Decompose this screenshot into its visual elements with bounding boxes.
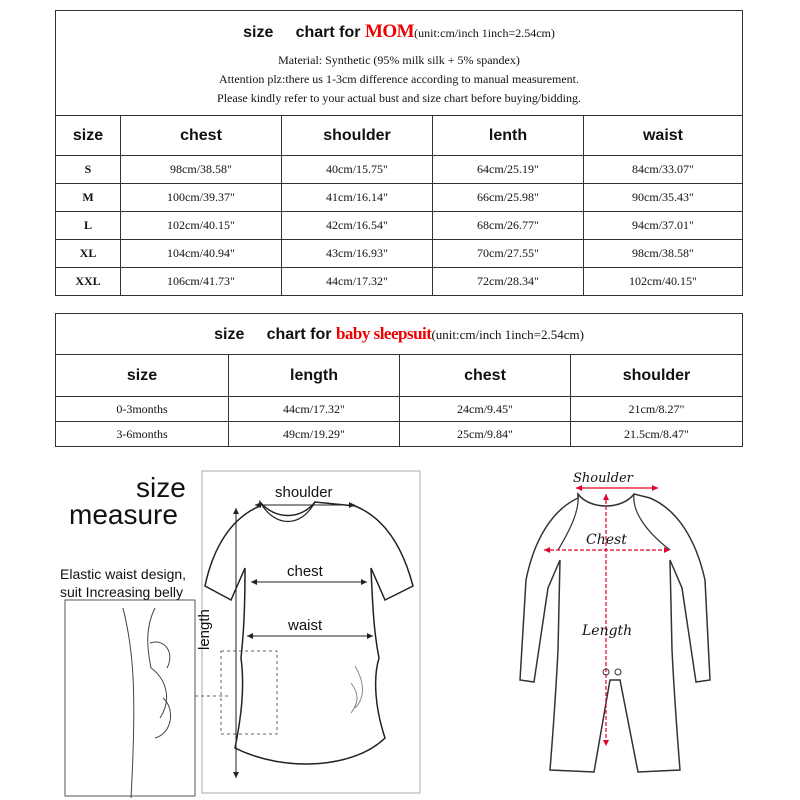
mom-col-length: lenth [433,116,584,156]
table-cell: 44cm/17.32" [282,268,433,296]
table-cell: 72cm/28.34" [433,268,584,296]
length-label: length [196,609,213,650]
table-row [56,268,743,296]
table-cell: 21.5cm/8.47" [571,422,743,447]
table-cell: 3-6months [56,422,229,447]
table-cell: 42cm/16.54" [282,212,433,240]
elastic-waist-note-line1: Elastic waist design, [60,566,187,582]
baby-col-size: size [56,355,229,397]
mom-shirt-diagram [55,468,425,798]
baby-col-shoulder: shoulder [571,355,743,397]
baby-chart-header-cell [56,314,743,355]
mom-note-material: Material: Synthetic (95% milk silk + 5% spandex) [278,52,520,67]
table-cell: 104cm/40.94" [121,240,282,268]
table-cell: 66cm/25.98" [433,184,584,212]
table-cell: 21cm/8.27" [571,397,743,422]
mom-col-waist: waist [584,116,743,156]
baby-title-chart-for: chart for [266,326,332,343]
baby-shoulder-label: Shoulder [573,471,633,486]
mom-title-unit: (unit:cm/inch 1inch=2.54cm) [414,25,555,40]
belly-closeup-box [65,600,195,796]
baby-header-row [56,355,743,397]
table-cell: 90cm/35.43" [584,184,743,212]
table-cell: XL [56,240,121,268]
table-row [56,422,743,447]
baby-length-label: Length [582,623,633,639]
baby-chart-title [56,324,742,344]
mom-size-chart [55,10,743,296]
mom-title-chart-for: chart for [295,23,361,41]
table-cell: 0-3months [56,397,229,422]
baby-col-length: length [229,355,400,397]
baby-size-chart [55,313,743,447]
baby-title-size: size [214,326,245,343]
mom-col-chest: chest [121,116,282,156]
table-cell: 24cm/9.45" [400,397,571,422]
table-cell: 106cm/41.73" [121,268,282,296]
table-cell: 43cm/16.93" [282,240,433,268]
table-cell: 40cm/15.75" [282,156,433,184]
table-row [56,212,743,240]
table-cell: L [56,212,121,240]
table-cell: 100cm/39.37" [121,184,282,212]
mom-title-size: size [243,23,274,41]
mom-chart-header-cell [56,11,743,116]
mom-note-refer: Please kindly refer to your actual bust and size chart before buying/bidding. [217,90,581,105]
baby-title-highlight: baby sleepsuit [335,324,432,343]
size-measure-title-line1: size [136,472,186,503]
elastic-waist-note-line2: suit Increasing belly [60,584,183,600]
chest-label: chest [287,563,323,580]
baby-col-chest: chest [400,355,571,397]
table-cell: 98cm/38.58" [584,240,743,268]
table-cell: 64cm/25.19" [433,156,584,184]
table-cell: M [56,184,121,212]
table-cell: 25cm/9.84" [400,422,571,447]
size-measure-title-line2: measure [69,499,178,530]
table-cell: XXL [56,268,121,296]
baby-chest-label: Chest [586,532,627,548]
mom-chart-title [56,21,742,43]
mom-col-shoulder: shoulder [282,116,433,156]
table-cell: 102cm/40.15" [121,212,282,240]
table-row [56,397,743,422]
mom-title-highlight: MOM [364,20,415,42]
table-cell: 102cm/40.15" [584,268,743,296]
table-row [56,184,743,212]
shoulder-label: shoulder [275,484,333,501]
table-row [56,240,743,268]
mom-col-size: size [56,116,121,156]
table-cell: S [56,156,121,184]
waist-label: waist [288,617,323,634]
table-cell: 70cm/27.55" [433,240,584,268]
table-cell: 98cm/38.58" [121,156,282,184]
mom-note-attention: Attention plz:there us 1-3cm difference according to manual measurement. [219,71,579,86]
mom-header-row [56,116,743,156]
table-cell: 94cm/37.01" [584,212,743,240]
table-row [56,156,743,184]
table-cell: 44cm/17.32" [229,397,400,422]
table-cell: 84cm/33.07" [584,156,743,184]
table-cell: 49cm/19.29" [229,422,400,447]
table-cell: 41cm/16.14" [282,184,433,212]
baby-title-unit: (unit:cm/inch 1inch=2.54cm) [431,327,584,342]
table-cell: 68cm/26.77" [433,212,584,240]
